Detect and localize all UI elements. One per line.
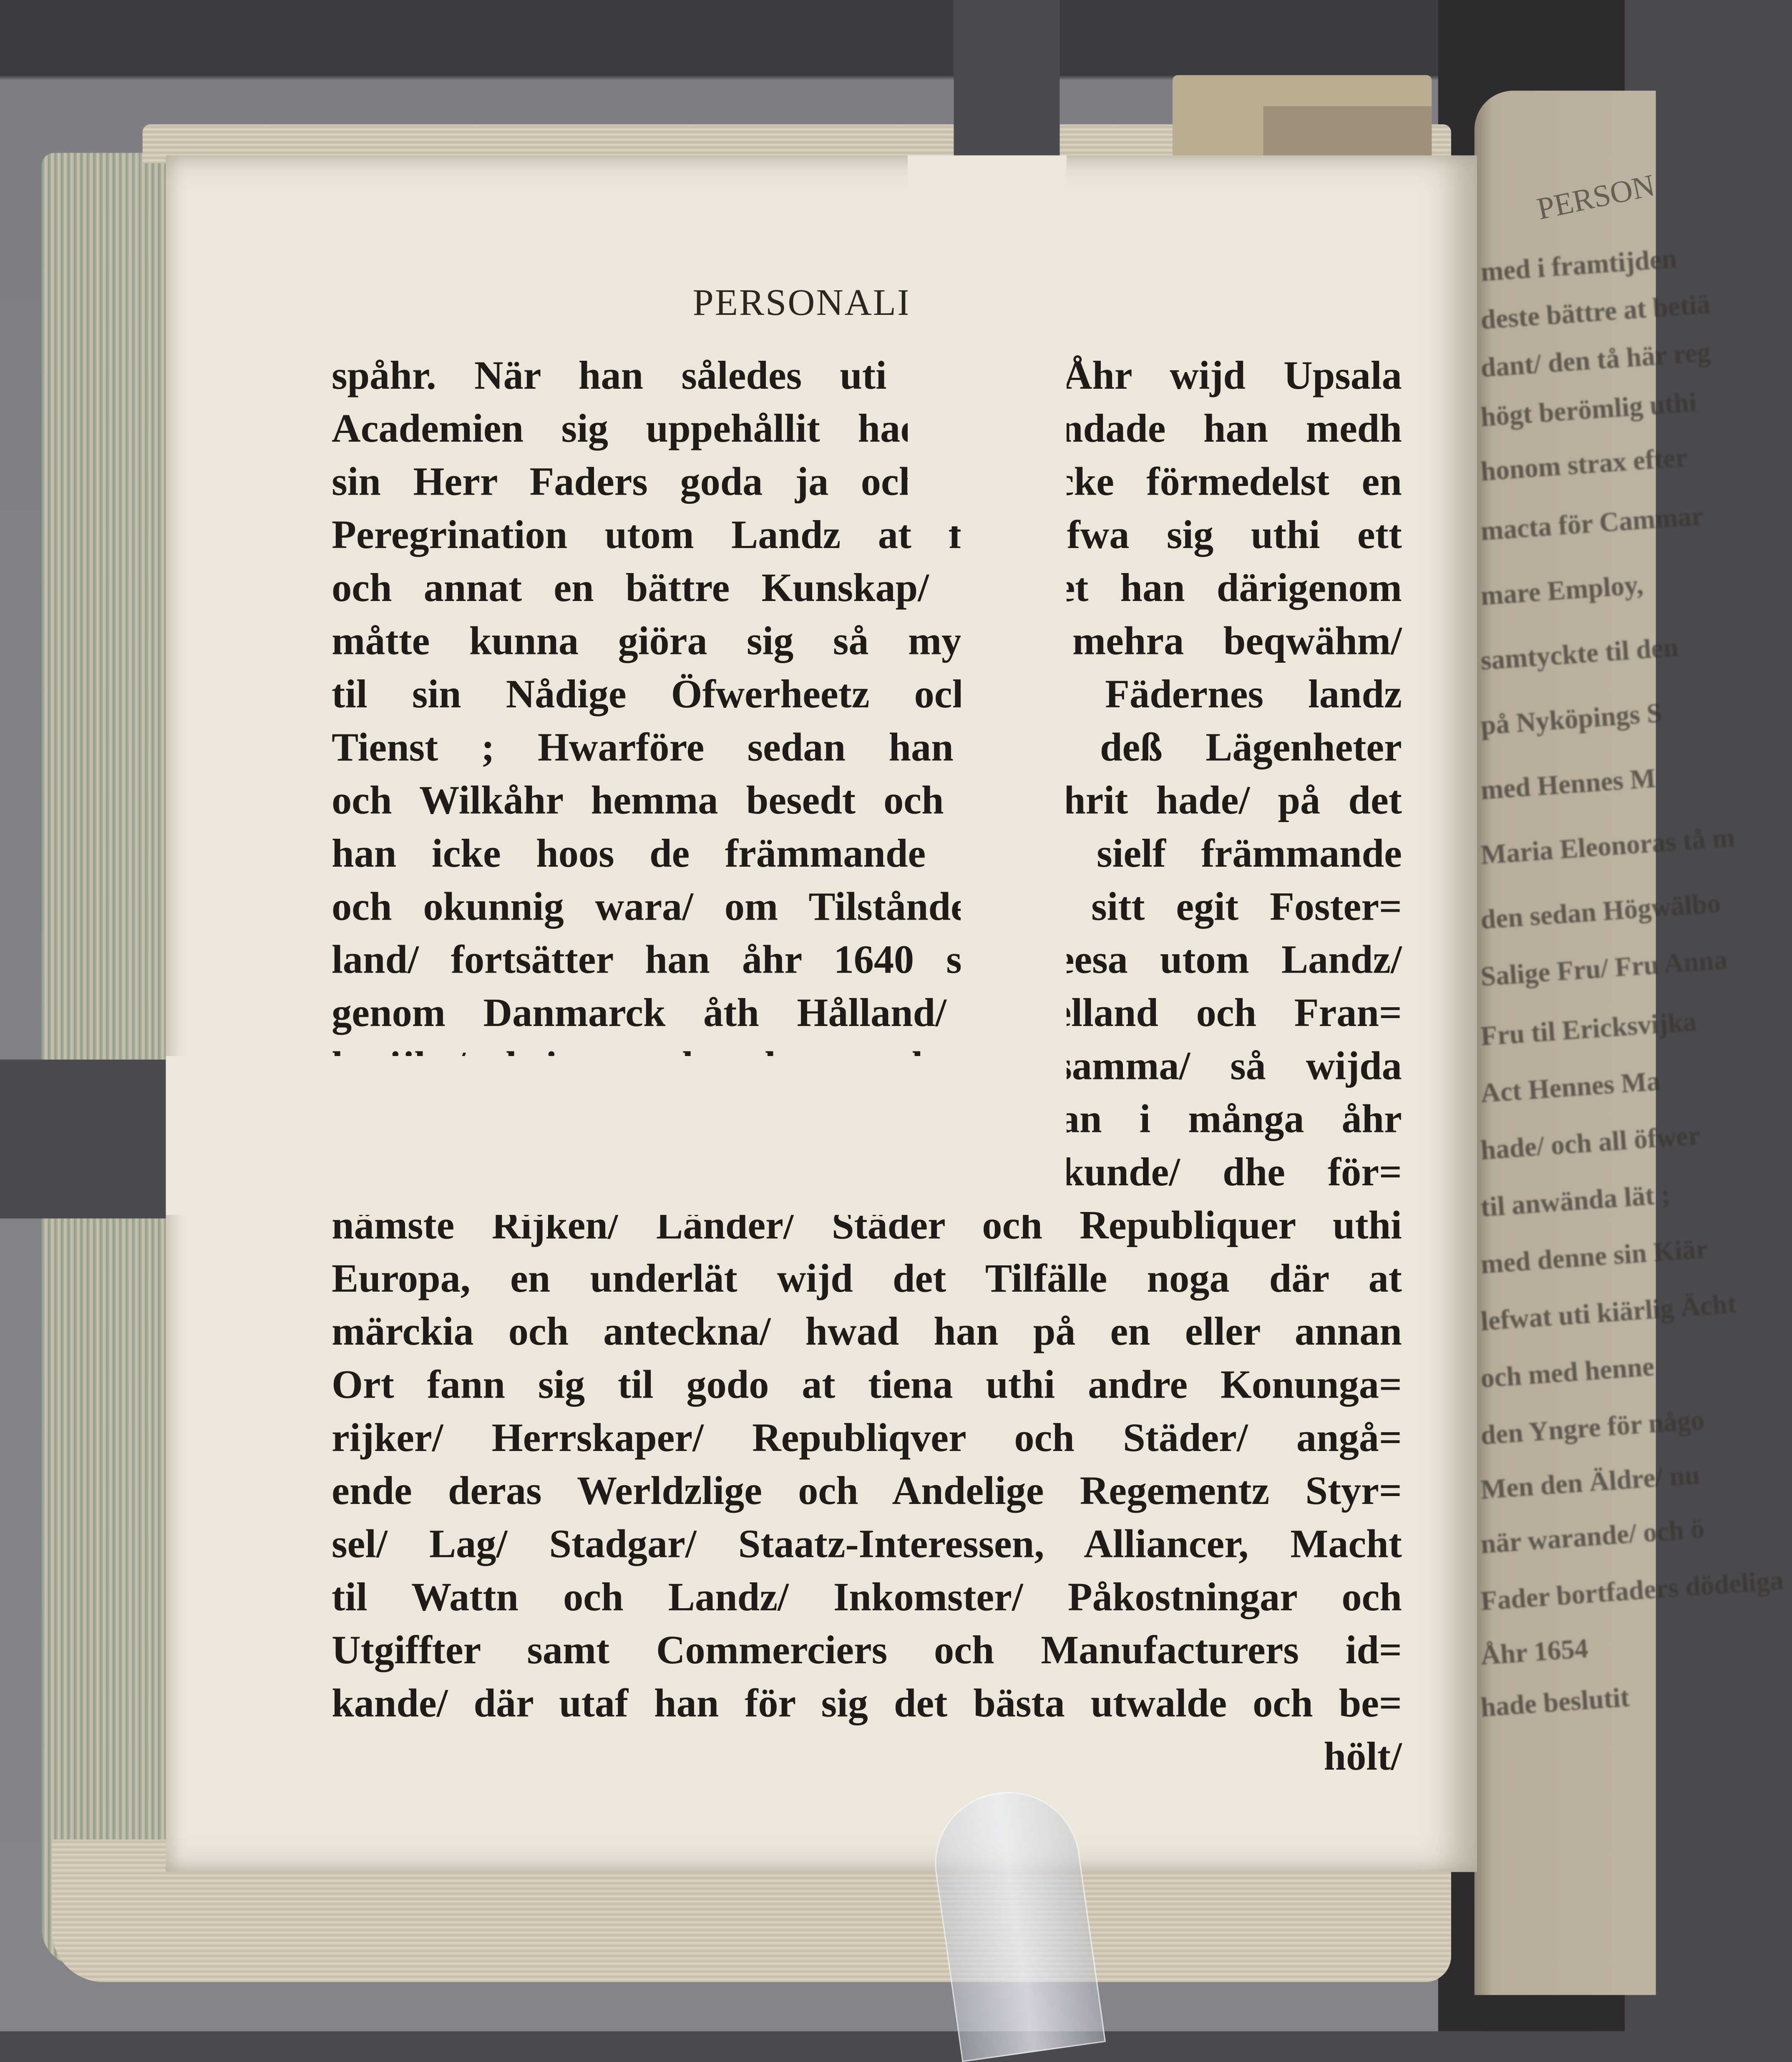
left-page xyxy=(166,156,1477,1872)
right-line: den sedan Högwälbo xyxy=(1480,887,1722,935)
text-line: ende deras Werldzlige och Andelige Regementz Styr= xyxy=(332,1468,1402,1513)
catchword-line: hölt/ xyxy=(1324,1733,1402,1779)
right-line: med i framtijden xyxy=(1480,243,1678,288)
right-line: den Yngre för någo xyxy=(1480,1404,1706,1451)
right-line: Åhr 1654 xyxy=(1480,1632,1589,1671)
page-edges-left xyxy=(41,153,184,1967)
right-line: til anwända lät ; xyxy=(1480,1178,1671,1223)
right-line: Act Hennes Ma xyxy=(1480,1065,1661,1109)
right-line: mare Employ, xyxy=(1480,569,1644,611)
right-line: Maria Eleonoras tå m xyxy=(1480,822,1736,871)
right-line: macta för Cammar xyxy=(1480,500,1704,547)
right-line: Fader bortfaders dödeliga xyxy=(1480,1564,1784,1617)
right-page xyxy=(1475,91,1784,1995)
text-line: sin Herr Faders goda ja och samtycke förmedelst en xyxy=(332,458,1402,504)
text-line: och okunnig wara/ om Tilståndet uti sitt egit Foster= xyxy=(332,883,1402,929)
text-line: märckia och anteckna/ hwad han på en eller annan xyxy=(332,1308,1402,1354)
text-line: han icke hoos de främmande skulle sielf främmande xyxy=(332,830,1402,876)
text-line: Tienst ; Hwarföre sedan han wäl deß Lägenheter xyxy=(332,724,1402,770)
right-line: när warande/ och ö xyxy=(1480,1513,1706,1560)
text-line: nämste Rijken/ Länder/ Städer och Republiquer uthi xyxy=(332,1202,1402,1248)
text-line: och Wilkåhr hemma besedt och ehrfahrit hade/ på det xyxy=(332,777,1402,823)
running-head: PERSONALIA. xyxy=(692,282,950,324)
right-running-head: PERSON xyxy=(1534,169,1658,227)
text-line: rijker/ Herrskaper/ Republiqver och Städer/ angå= xyxy=(332,1414,1402,1460)
right-line: deste bättre at betiä xyxy=(1480,288,1711,336)
right-line: hade/ och all öfwer xyxy=(1480,1119,1701,1166)
right-line: Men den Äldre/ nu xyxy=(1480,1459,1701,1506)
right-line: lefwat uti kiärlig Ächt xyxy=(1480,1288,1738,1337)
text-line: Europa, en underlät wijd det Tilfälle noga där at xyxy=(332,1255,1402,1301)
right-line: samtyckte til den xyxy=(1480,631,1679,676)
text-line: och annat en bättre Kunskap/ på det han därigenom xyxy=(332,565,1402,610)
right-line: med Hennes M xyxy=(1480,762,1657,806)
text-line: land/ fortsätter han åhr 1640 sin Reesa utom Landz/ xyxy=(332,936,1402,982)
text-line: genom Danmarck åth Hålland/ Engelland och Fran= xyxy=(332,990,1402,1035)
text-line: Ort fann sig til godo at tiena uthi andre Konunga= xyxy=(332,1361,1402,1407)
text-line: påståndne Krigz=Oroligheten tillåta kunde/ dhe för= xyxy=(332,1149,1402,1194)
text-line: Peregrination utom Landz at förwärfwa sig uthi ett xyxy=(332,511,1402,557)
right-line: högt berömlig uthi xyxy=(1480,386,1698,433)
right-line: Fru til Ericksvijka xyxy=(1480,1006,1698,1052)
page-clip-top xyxy=(936,0,1052,236)
text-line: Utgiffter samt Commerciers och Manufacturers id= xyxy=(332,1627,1402,1672)
text-line: spåhr. När han således uti några Åhr wijd Upsala xyxy=(332,352,1402,398)
right-line: honom strax efter xyxy=(1480,441,1689,487)
text-line: kerijke/ kringwandrandes med det samma/ så wijda xyxy=(332,1043,1402,1089)
right-line: med denne sin Kiär xyxy=(1480,1233,1709,1280)
right-line: hade beslutit xyxy=(1480,1681,1631,1723)
text-line: Academien sig uppehållit hade/ åstundade han medh xyxy=(332,405,1402,451)
text-line: til sin Nådige Öfwerheetz och K. Fädernes landz xyxy=(332,671,1402,717)
right-line: dant/ den tå här reg xyxy=(1480,336,1712,384)
text-line: den uti Tyskland upwuxne och redan i många åhr xyxy=(332,1096,1402,1142)
text-line: til Wattn och Landz/ Inkomster/ Påkostningar och xyxy=(332,1574,1402,1619)
right-line: och med henne xyxy=(1480,1350,1656,1394)
text-line: sel/ Lag/ Stadgar/ Staatz-Interessen, Alliancer, Macht xyxy=(332,1521,1402,1567)
right-line: Salige Fru/ Fru Anna xyxy=(1480,944,1729,993)
text-line: måtte kunna giöra sig så mycket mehra beqwähm/ xyxy=(332,618,1402,664)
right-line: på Nyköpings S xyxy=(1480,697,1663,741)
text-line: kande/ där utaf han för sig det bästa utwalde och be= xyxy=(332,1680,1402,1726)
